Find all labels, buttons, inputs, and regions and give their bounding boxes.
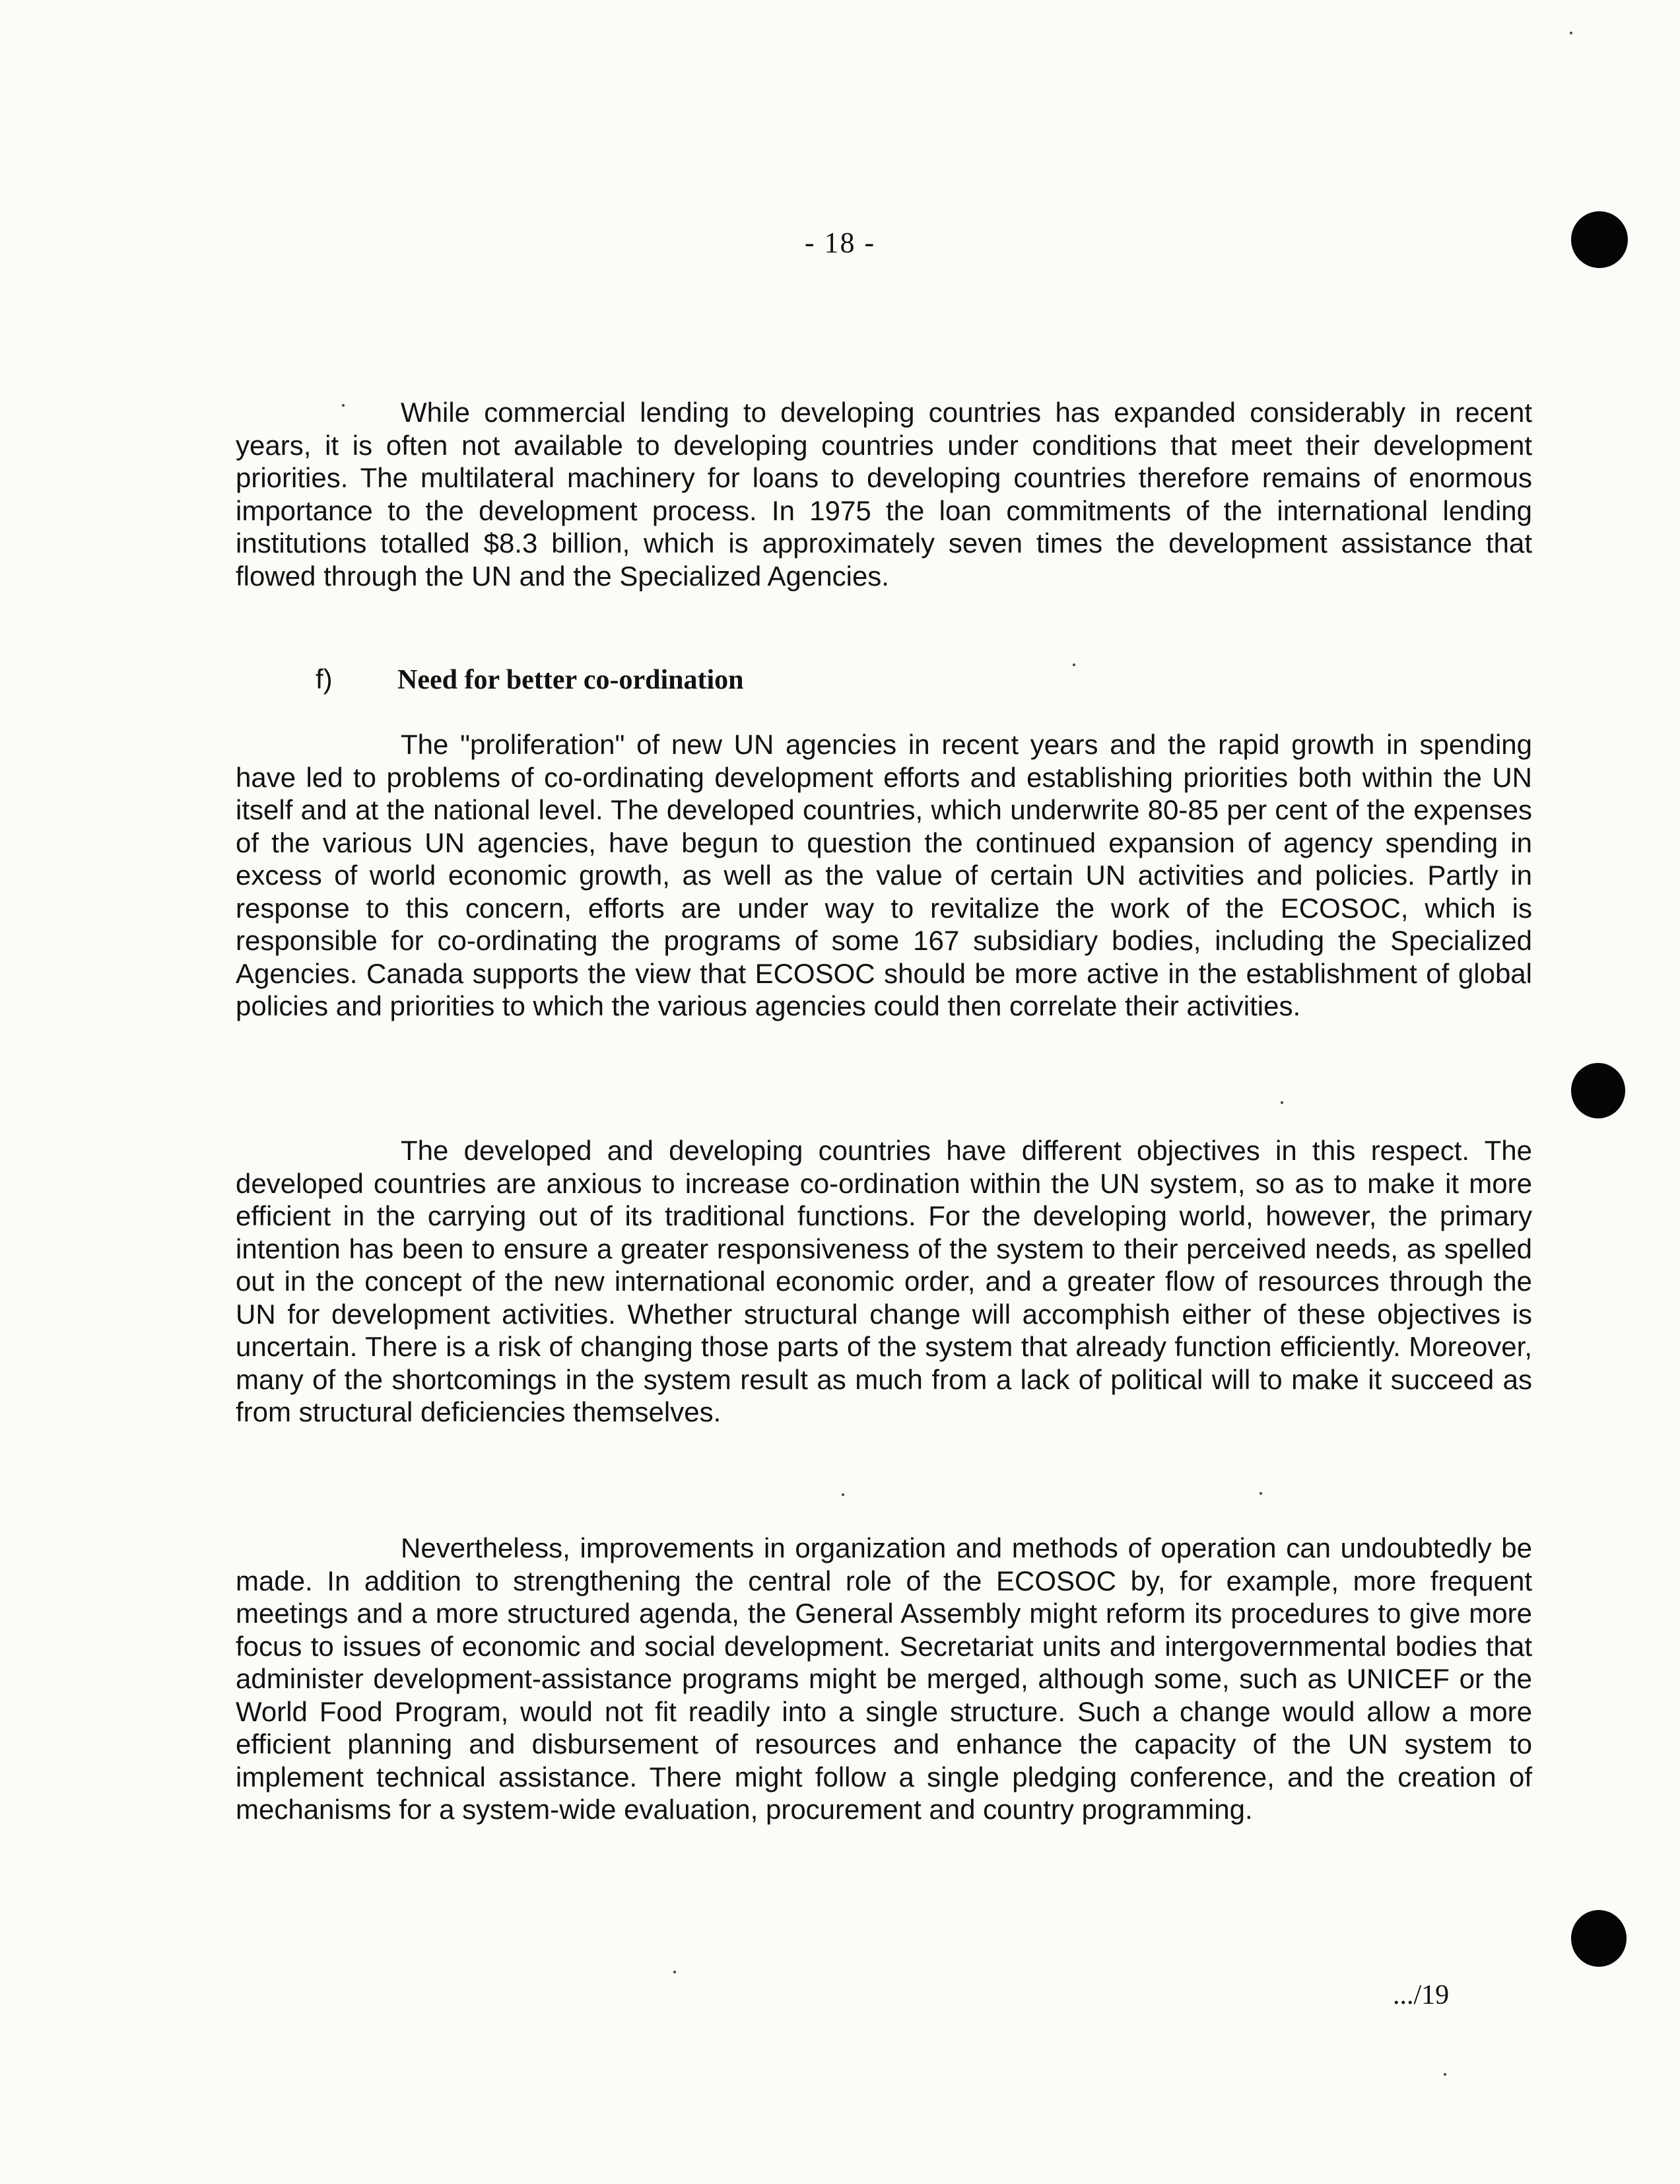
- section-heading: [316, 664, 744, 696]
- punch-hole: [1571, 211, 1628, 268]
- paragraph-text: Nevertheless, improvements in organization and methods of operation can undoubtedly be made. In addition to strengthening the central role of the ECOSOC by, for example, more frequent meetings and a more structured agenda, the General Assembly might reform its procedures to give more focus to issues of economic and social development. Secretariat units and intergovernmental bodies that administer development-assistance programs might be merged, although some, such as UNICEF or the World Food Program, would not fit readily into a single structure. Such a change would allow a more efficient planning and disbursement of resources and enhance the capacity of the UN system to implement technical assistance. There might follow a single pledging conference, and the creation of mechanisms for a system-wide evaluation, procurement and country programming.: [236, 1532, 1532, 1825]
- scan-speck: [1444, 2073, 1446, 2076]
- page-number: - 18 -: [804, 226, 876, 259]
- punch-hole: [1571, 1063, 1625, 1118]
- paragraph-text: The developed and developing countries have different objectives in this respect. The developed countries are anxious to increase co-ordination within the UN system, so as to make it more efficient in the carrying out of its traditional functions. For the developing world, however, the primary intention has been to ensure a greater responsiveness of the system to their perceived needs, as spelled out in the concept of the new international economic order, and a greater flow of resources through the UN for development activities. Whether structural change will accomphish either of these objectives is uncertain. There is a risk of changing those parts of the system that already function efficiently. Moreover, many of the shortcomings in the system result as much from a lack of political will to make it succeed as from structural deficiencies themselves.: [236, 1135, 1532, 1427]
- section-marker: f): [316, 664, 333, 695]
- scan-speck: [1260, 1492, 1262, 1495]
- scan-speck: [842, 1493, 844, 1496]
- paragraph-objectives: [236, 1134, 1532, 1429]
- paragraph-commercial-lending: [236, 396, 1532, 592]
- paragraph-proliferation: [236, 728, 1532, 1023]
- paragraph-text: While commercial lending to developing countries has expanded considerably in recent years, it is often not available to developing countries under conditions that meet their development priorities. The multilateral machinery for loans to developing countries therefore remains of enormous importance to the development process. In 1975 the loan commitments of the international lending institutions totalled $8.3 billion, which is approximately seven times the development assistance that flowed through the UN and the Specialized Agencies.: [236, 397, 1532, 592]
- paragraph-text: The "proliferation" of new UN agencies in recent years and the rapid growth in spending have led to problems of co-ordinating development efforts and establishing priorities both within the UN itself and at the national level. The developed countries, which underwrite 80-85 per cent of the expenses of the various UN agencies, have begun to question the continued expansion of agency spending in excess of world economic growth, as well as the value of certain UN activities and policies. Partly in response to this concern, efforts are under way to revitalize the work of the ECOSOC, which is responsible for co-ordinating the programs of some 167 subsidiary bodies, including the Specialized Agencies. Canada supports the view that ECOSOC should be more active in the establishment of global policies and priorities to which the various agencies could then correlate their activities.: [236, 729, 1532, 1021]
- scan-speck: [1281, 1101, 1283, 1104]
- punch-hole: [1571, 1910, 1627, 1967]
- continuation-marker: .../19: [1393, 1980, 1450, 2010]
- section-title: Need for better co-ordination: [397, 665, 744, 695]
- scan-speck: [1570, 32, 1572, 34]
- scan-speck: [342, 404, 345, 407]
- scan-speck: [673, 1971, 676, 1973]
- scan-speck: [1073, 664, 1075, 666]
- paragraph-improvements: [236, 1532, 1532, 1826]
